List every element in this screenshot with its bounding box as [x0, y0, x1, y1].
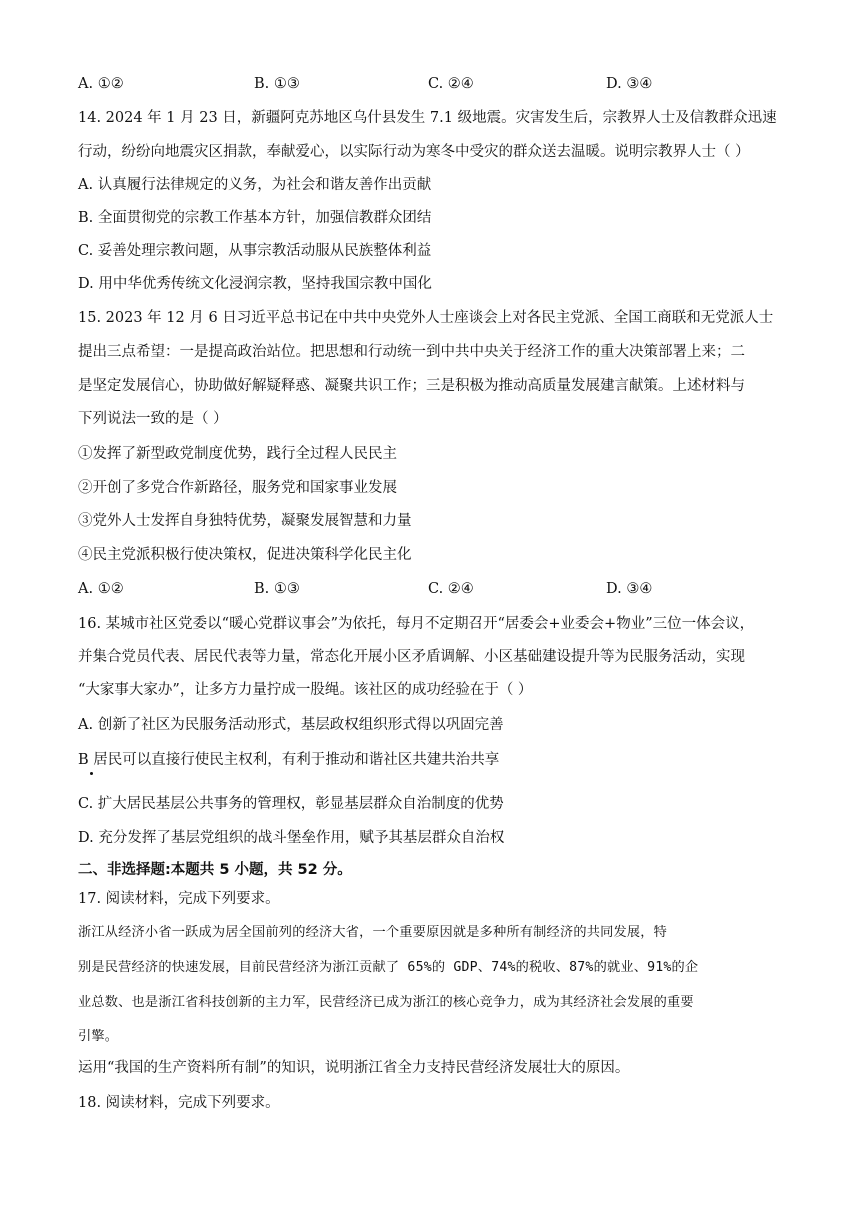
q15-option-a: A. ①② [78, 581, 124, 597]
q15-stem-line-1: 15. 2023 年 12 月 6 日习近平总书记在中共中央党外人士座谈会上对各民主党派、全国工商联和无党派人士 [78, 310, 774, 326]
q13-option-a: A. ①② [78, 76, 124, 92]
q17-material-line-2: 别是民营经济的快速发展，目前民营经济为浙江贡献了 65%的 GDP、74%的税收、87%的就业、91%的企 [78, 960, 699, 975]
q16-option-b: B 居民可以直接行使民主权利，有利于推动和谐社区共建共治共享 [78, 752, 500, 768]
q17-intro: 17. 阅读材料，完成下列要求。 [78, 891, 280, 907]
q15-item-1: ①发挥了新型政党制度优势，践行全过程人民民主 [78, 446, 397, 462]
q16-stem-line-3: “大家事大家办”，让多方力量拧成一股绳。该社区的成功经验在于（ ） [78, 682, 533, 698]
q13-option-b: B. ①③ [254, 76, 300, 92]
q13-option-c: C. ②④ [428, 76, 474, 92]
q15-option-b: B. ①③ [254, 581, 300, 597]
q15-item-3: ③党外人士发挥自身独特优势，凝聚发展智慧和力量 [78, 513, 412, 529]
q17-task: 运用“我国的生产资料所有制”的知识，说明浙江省全力支持民营经济发展壮大的原因。 [78, 1060, 630, 1076]
q15-option-c: C. ②④ [428, 581, 474, 597]
q15-options [78, 579, 778, 599]
q14-stem-line-1: 14. 2024 年 1 月 23 日，新疆阿克苏地区乌什县发生 7.1 级地震。灾害发生后，宗教界人士及信教群众迅速 [78, 110, 777, 126]
q14-option-c: C. 妥善处理宗教问题，从事宗教活动服从民族整体利益 [78, 243, 432, 259]
q14-option-a: A. 认真履行法律规定的义务，为社会和谐友善作出贡献 [78, 177, 432, 193]
q15-stem-line-2: 提出三点希望：一是提高政治站位。把思想和行动统一到中共中央关于经济工作的重大决策部署上来；二 [78, 344, 745, 360]
q16-stem-line-2: 并集合党员代表、居民代表等力量，常态化开展小区矛盾调解、小区基础建设提升等为民服务活动，实现 [78, 649, 745, 665]
q14-option-b: B. 全面贯彻党的宗教工作基本方针，加强信教群众团结 [78, 210, 432, 226]
q15-item-4: ④民主党派积极行使决策权，促进决策科学化民主化 [78, 547, 412, 563]
q16-stem-line-1: 16. 某城市社区党委以“暖心党群议事会”为依托，每月不定期召开“居委会+业委会+物业”三位一体会议， [78, 616, 755, 632]
q18-intro: 18. 阅读材料，完成下列要求。 [78, 1095, 280, 1111]
section-heading-nonchoice: 二、非选择题:本题共 5 小题，共 52 分。 [78, 862, 352, 878]
q16-option-d: D. 充分发挥了基层党组织的战斗堡垒作用，赋予其基层群众自治权 [78, 830, 505, 846]
q17-material-line-3: 业总数、也是浙江省科技创新的主力军，民营经济已成为浙江的核心竞争力，成为其经济社会发展的重要 [78, 995, 694, 1010]
q17-material-line-1: 浙江从经济小省一跃成为居全国前列的经济大省，一个重要原因就是多种所有制经济的共同发展，特 [78, 925, 668, 940]
q13-option-d: D. ③④ [606, 76, 653, 92]
q15-option-d: D. ③④ [606, 581, 653, 597]
option-b-dot-mark [90, 772, 93, 775]
q15-item-2: ②开创了多党合作新路径，服务党和国家事业发展 [78, 480, 397, 496]
q16-option-a: A. 创新了社区为民服务活动形式，基层政权组织形式得以巩固完善 [78, 717, 504, 733]
q13-options [78, 74, 778, 94]
q14-option-d: D. 用中华优秀传统文化浸润宗教，坚持我国宗教中国化 [78, 276, 432, 292]
q15-stem-line-3: 是坚定发展信心，协助做好解疑释惑、凝聚共识工作；三是积极为推动高质量发展建言献策。上述材料与 [78, 378, 745, 394]
q14-stem-line-2: 行动，纷纷向地震灾区捐款，奉献爱心，以实际行动为寒冬中受灾的群众送去温暖。说明宗教界人士（ ） [78, 144, 750, 160]
q16-option-c: C. 扩大居民基层公共事务的管理权，彰显基层群众自治制度的优势 [78, 796, 504, 812]
q15-stem-line-4: 下列说法一致的是（ ） [78, 411, 228, 427]
q17-material-line-4: 引擎。 [78, 1029, 119, 1044]
